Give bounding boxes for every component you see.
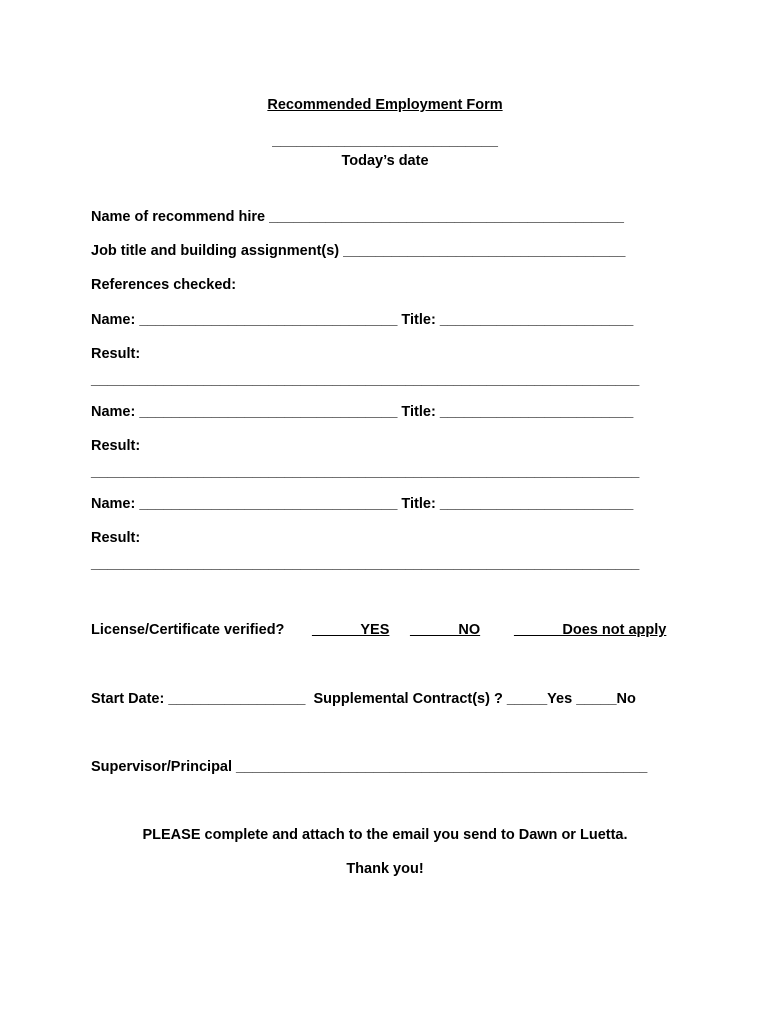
reference-2-result-label: Result: <box>91 438 141 454</box>
thank-you-text: Thank you! <box>346 861 424 877</box>
reference-2-result-field[interactable]: ____________________________________________________________________ <box>91 464 640 480</box>
license-label: License/Certificate verified? <box>91 622 285 638</box>
supervisor-field[interactable]: Supervisor/Principal ___________________________________________________ <box>91 759 648 775</box>
license-yes-option[interactable]: ______YES <box>312 622 390 638</box>
references-label: References checked: <box>91 277 237 293</box>
form-title: Recommended Employment Form <box>267 97 503 113</box>
reference-2-name-title[interactable]: Name: ________________________________ Title: ________________________ <box>91 404 634 420</box>
hire-name-field[interactable]: Name of recommend hire ____________________________________________ <box>91 209 624 225</box>
reference-3-name-title[interactable]: Name: ________________________________ Title: ________________________ <box>91 496 634 512</box>
date-field[interactable]: ____________________________ <box>272 133 498 149</box>
instruction-text: PLEASE complete and attach to the email you send to Dawn or Luetta. <box>142 827 628 843</box>
license-no-option[interactable]: ______NO <box>410 622 481 638</box>
license-na-option[interactable]: ______Does not apply <box>514 622 667 638</box>
reference-1-result-label: Result: <box>91 346 141 362</box>
reference-1-name-title[interactable]: Name: ________________________________ Title: ________________________ <box>91 312 634 328</box>
reference-3-result-field[interactable]: ____________________________________________________________________ <box>91 556 640 572</box>
reference-3-result-label: Result: <box>91 530 141 546</box>
start-date-contract-line[interactable]: Start Date: _________________ Supplemental Contract(s) ? _____Yes _____No <box>91 691 636 707</box>
date-label: Today’s date <box>341 153 429 169</box>
reference-1-result-field[interactable]: ____________________________________________________________________ <box>91 372 640 388</box>
job-title-field[interactable]: Job title and building assignment(s) ___________________________________ <box>91 243 626 259</box>
